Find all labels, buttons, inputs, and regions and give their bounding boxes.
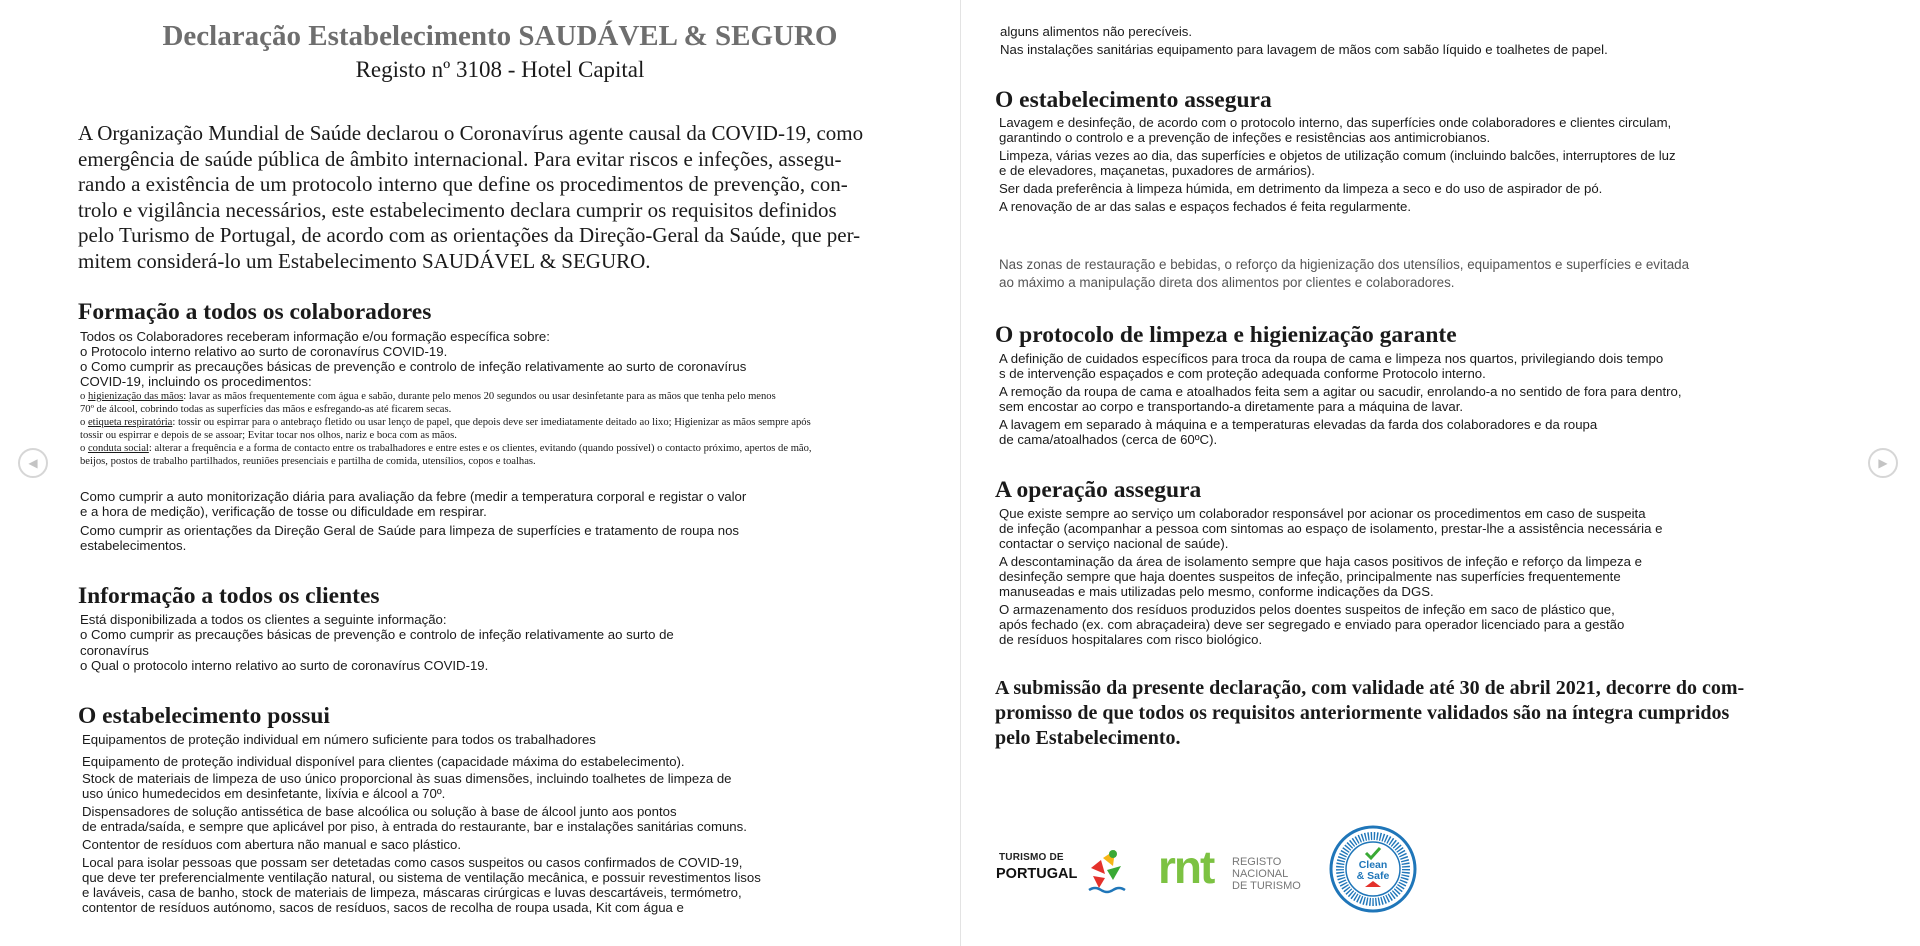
term-label: conduta social (87, 443, 149, 454)
intro-line: pelo Turismo de Portugal, de acordo com as orientações da Direção-Geral da Saúde, que per- (78, 223, 861, 247)
section-heading-protocolo: O protocolo de limpeza e higienização garante (995, 322, 1457, 348)
left-page (70, 0, 950, 946)
list-item-hand-hygiene (80, 391, 776, 402)
text-line: 70º de álcool, cobrindo todas as superfícies das mãos e esfregando-as até ficarem secas. (80, 404, 452, 415)
text-line: Nas instalações sanitárias equipamento para lavagem de mãos com sabão líquido e toalhetes de papel. (1000, 42, 1608, 57)
previous-page-button[interactable] (18, 448, 48, 478)
rnt-logo (1158, 841, 1308, 896)
text-line: manuseadas e mais utilizadas pelo mesmo, conforme indicações da DGS. (999, 584, 1434, 599)
intro-line: emergência de saúde pública de âmbito internacional. Para evitar riscos e infeções, assegu- (78, 146, 842, 171)
rnt-letters: rnt (1158, 841, 1214, 893)
logo-text: PORTUGAL (996, 866, 1078, 882)
text-line: ao máximo a manipulação direta dos alimentos por clientes e colaboradores. (999, 275, 1455, 290)
turismo-flower-icon (1083, 846, 1127, 894)
page-subtitle: Registo nº 3108 - Hotel Capital (355, 57, 645, 82)
term-label: etiqueta respiratória (87, 417, 173, 428)
text-line: Todos os Colaboradores receberam informação e/ou formação específica sobre: (80, 329, 550, 344)
rnt-text (1232, 856, 1301, 892)
text-line: contactar o serviço nacional de saúde). (999, 536, 1229, 551)
text-line: Local para isolar pessoas que possam ser detetadas como casos suspeitos ou casos confirmados de COVID-19, (82, 855, 743, 870)
bullet: o (80, 443, 88, 454)
text-line: estabelecimentos. (80, 538, 187, 553)
text-line: de cama/atoalhados (cerca de 60ºC). (999, 432, 1218, 447)
text-line: Como cumprir a auto monitorização diária para avaliação da febre (medir a temperatura corporal e registar o valor (80, 489, 747, 504)
text-line: que deve ter preferencialmente ventilação natural, ou sistema de ventilação mecânica, e possuir revestimentos lisos (82, 870, 761, 885)
text-line: Como cumprir as orientações da Direção Geral de Saúde para limpeza de superfícies e tratamento de roupa nos (80, 523, 739, 538)
chevron-right-icon: ▶ (1878, 456, 1888, 470)
text-line: Está disponibilizada a todos os clientes a seguinte informação: (80, 612, 447, 627)
text-line: alguns alimentos não perecíveis. (1000, 24, 1193, 39)
logo-text: REGISTO (1232, 856, 1282, 868)
closing-line: A submissão da presente declaração, com validade até 30 de abril 2021, decorre do com- (995, 677, 1745, 699)
text-line: contentor de resíduos autónomo, sacos de resíduos, sacos de recolha de roupa usada, Kit com água e (82, 900, 684, 915)
text-line: desinfeção sempre que haja doentes suspeitos de infeção, principalmente nas superfícies frequentemente (999, 569, 1621, 584)
section-heading-operacao: A operação assegura (995, 477, 1202, 503)
text-line: de entrada/saída, e sempre que aplicável por piso, à entrada do restaurante, bar e instalações sanitárias comuns. (82, 819, 747, 834)
intro-paragraph (78, 121, 863, 274)
intro-line: rando a existência de um protocolo interno que define os procedimentos de prevenção, con- (78, 172, 848, 196)
section-heading-assegura: O estabelecimento assegura (995, 87, 1272, 113)
text-line: Equipamento de proteção individual disponível para clientes (capacidade máxima do estabelecimento). (82, 754, 685, 769)
section-heading-possui: O estabelecimento possui (78, 703, 330, 729)
text-line: A lavagem em separado à máquina e a temperaturas elevadas da farda dos colaboradores e da roupa (999, 417, 1598, 432)
text-line: coronavírus (80, 643, 149, 658)
logo-text: TURISMO DE (999, 852, 1064, 863)
right-page (993, 0, 1863, 946)
text-line: s de intervenção espaçados e com proteção adequada conforme Protocolo interno. (999, 366, 1486, 381)
text-line: e laváveis, casa de banho, stock de materiais de limpeza, máscaras cirúrgicas e luvas descartáveis, termómetro, (82, 885, 742, 900)
text-line: Limpeza, várias vezes ao dia, das superfícies e objetos de utilização comum (incluindo balcões, interruptores de luz (999, 148, 1676, 163)
term-text: : alterar a frequência e a forma de contacto entre os trabalhadores e entre estes e os clientes, evitando (quando possível) o contacto próximo, apertos de mão, (148, 443, 812, 454)
text-line: tossir ou espirrar e depois de se assoar; Evitar tocar nos olhos, nariz e boca com as mãos. (80, 430, 457, 441)
text-line: Contentor de resíduos com abertura não manual e saco plástico. (82, 837, 461, 852)
text-line: de resíduos hospitalares com risco biológico. (999, 632, 1263, 647)
text-line: Stock de materiais de limpeza de uso único proporcional às suas dimensões, incluindo toalhetes de limpeza de (82, 771, 732, 786)
bullet: o (80, 391, 88, 402)
page-divider (960, 0, 961, 946)
text-line: garantindo o controlo e a prevenção de infeções e resistências aos antimicrobianos. (999, 130, 1491, 145)
bullet: o (80, 417, 88, 428)
text-line: e de elevadores, maçanetas, puxadores de armários). (999, 163, 1315, 178)
intro-line: mitem considerá-lo um Estabelecimento SAUDÁVEL & SEGURO. (78, 248, 651, 273)
list-item-respiratory (80, 417, 811, 428)
text-line: A renovação de ar das salas e espaços fechados é feita regularmente. (999, 199, 1411, 214)
chevron-left-icon: ◀ (28, 456, 38, 470)
text-line: Lavagem e desinfeção, de acordo com o protocolo interno, das superfícies onde colaboradores e clientes circulam, (999, 115, 1672, 130)
closing-line: pelo Estabelecimento. (995, 727, 1181, 749)
logo-text: & Safe (1356, 870, 1390, 882)
list-item: o Como cumprir as precauções básicas de prevenção e controlo de infeção relativamente ao surto de coronavírus (80, 359, 747, 374)
turismo-de-portugal-logo (995, 846, 1135, 896)
section-heading-formacao: Formação a todos os colaboradores (78, 299, 432, 325)
text-line: COVID-19, incluindo os procedimentos: (80, 374, 312, 389)
text-line: após fechado (ex. com abraçadeira) deve ser segregado e enviado para operador licenciado para a gestão (999, 617, 1625, 632)
list-item-social-conduct (80, 443, 812, 454)
intro-line: trolo e vigilância necessários, este estabelecimento declara cumprir os requisitos definidos (78, 197, 837, 222)
logo-text: NACIONAL (1232, 868, 1289, 880)
text-line: A definição de cuidados específicos para troca da roupa de cama e limpeza nos quartos, privilegiando dois tempo (999, 351, 1664, 366)
list-item: o Qual o protocolo interno relativo ao surto de coronavírus COVID-19. (80, 658, 489, 673)
list-item: o Como cumprir as precauções básicas de prevenção e controlo de infeção relativamente ao surto de (80, 627, 674, 642)
text-line: Equipamentos de proteção individual em número suficiente para todos os trabalhadores (82, 732, 596, 747)
text-line: Ser dada preferência à limpeza húmida, em detrimento da limpeza a seco e do uso de aspirador de pó. (999, 181, 1603, 196)
logo-text: Clean (1358, 859, 1388, 871)
text-line: Nas zonas de restauração e bebidas, o reforço da higienização dos utensílios, equipamentos e superfícies e evitada (999, 257, 1690, 272)
text-line: de infeção (acompanhar a pessoa com sintomas ao espaço de isolamento, prestar-lhe a assistência necessária e (999, 521, 1663, 536)
logo-text: DE TURISMO (1232, 880, 1301, 892)
term-text: : lavar as mãos frequentemente com água e sabão, durante pelo menos 20 segundos ou usar desinfetante para as mãos que tenha pelo menos (183, 391, 776, 402)
text-line: e a hora de medição), verificação de tosse ou dificuldade em respirar. (80, 504, 487, 519)
page-title: Declaração Estabelecimento SAUDÁVEL & SEGURO (162, 20, 838, 52)
closing-line: promisso de que todos os requisitos anteriormente validados são na íntegra cumpridos (995, 702, 1730, 724)
text-line: Dispensadores de solução antissética de base alcoólica ou solução à base de álcool junto aos pontos (82, 804, 677, 819)
intro-line: A Organização Mundial de Saúde declarou o Coronavírus agente causal da COVID-19, como (78, 121, 864, 145)
term-label: higienização das mãos (87, 391, 184, 402)
text-line: A remoção da roupa de cama e atoalhados feita sem a agitar ou sacudir, enrolando-a no sentido de fora para dentro, (999, 384, 1682, 399)
next-page-button[interactable] (1868, 448, 1898, 478)
seal-text (1329, 860, 1417, 882)
text-line: sem encostar ao corpo e transportando-a diretamente para a máquina de lavar. (999, 399, 1464, 414)
text-line: uso único humedecidos em desinfetante, lixívia e álcool a 70º. (82, 786, 446, 801)
list-item: o Protocolo interno relativo ao surto de coronavírus COVID-19. (80, 344, 448, 359)
closing-statement (995, 676, 1744, 751)
text-line: beijos, postos de trabalho partilhados, reuniões presenciais e partilha de comida, utensílios, copos e toalhas. (80, 456, 536, 467)
text-line: Que existe sempre ao serviço um colaborador responsável por acionar os procedimentos em caso de suspeita (999, 506, 1646, 521)
term-text: : tossir ou espirrar para o antebraço fletido ou usar lenço de papel, que depois deve ser imediatamente deitado ao lixo; Higienizar as mãos sempre após (172, 417, 811, 428)
text-line: A descontaminação da área de isolamento sempre que haja casos positivos de infeção e reforço da limpeza e (999, 554, 1642, 569)
text-line: O armazenamento dos resíduos produzidos pelos doentes suspeitos de infeção em saco de plástico que, (999, 602, 1615, 617)
clean-and-safe-seal (1329, 825, 1417, 913)
section-heading-clientes: Informação a todos os clientes (78, 583, 380, 609)
